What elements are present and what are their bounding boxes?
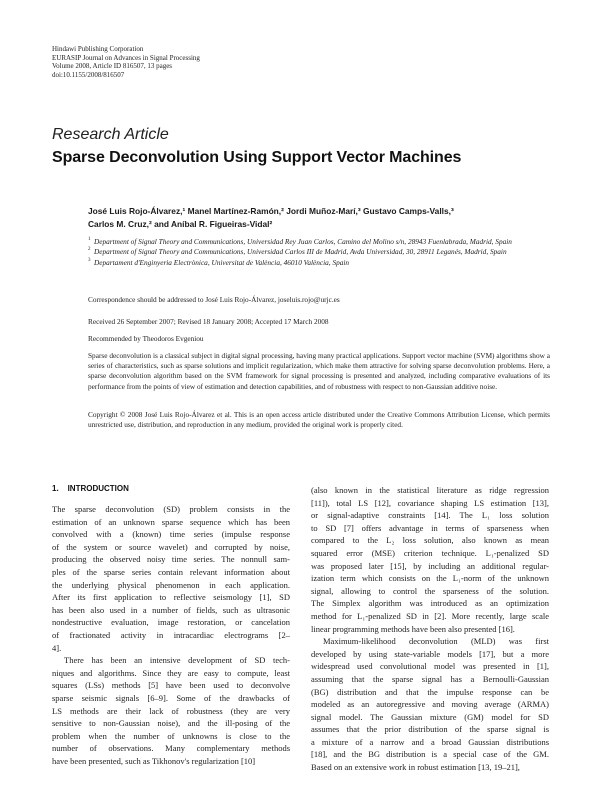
text-line: LS methods are their lack of robustness (they are very — [52, 705, 290, 716]
correspondence: Correspondence should be addressed to José Luis Rojo-Álvarez, joseluis.rojo@urjc.es — [88, 295, 340, 304]
author-line: Carlos M. Cruz,² and Aníbal R. Figueiras-Vidal² — [88, 218, 273, 229]
affiliation — [88, 237, 558, 247]
journal-name: EURASIP Journal on Advances in Signal Processing — [52, 53, 200, 62]
text-line: sparse seismic signals [6–9]. Some of the drawbacks of — [52, 692, 290, 703]
text-line: squares (LSs) methods [5] have been used to deconvolve — [52, 680, 290, 691]
text-line: was proposed later [15], by including an additional regular- — [311, 560, 549, 571]
volume-info: Volume 2008, Article ID 816507, 13 pages — [52, 62, 173, 71]
submission-dates: Received 26 September 2007; Revised 18 January 2008; Accepted 17 March 2008 — [88, 317, 329, 326]
article-type: Research Article — [52, 126, 169, 143]
text-line: signal, allowing to control the sparseness of the solution. — [311, 585, 549, 596]
affiliation-text: Department of Signal Theory and Communications, Universidad Rey Juan Carlos, Camino del Molino s/n, 28943 Fuenlabrada, Madrid, Spain — [94, 237, 512, 246]
text-line: modeled as an autoregressive and moving average (ARMA) — [311, 699, 549, 710]
copyright-notice: Copyright © 2008 José Luis Rojo-Álvarez et al. This is an open access article distributed under the Creative Commons Attribution License, which permits unrestricted use, distribution, and reproduction in any medium, provided the original work is properly cited. — [88, 410, 550, 430]
text-line: niques and algorithms. Since they are easy to compute, least — [52, 667, 290, 678]
text-line: sensitive to non-Gaussian noise), and the ill-posing of the — [52, 718, 290, 729]
doi[interactable]: doi:10.1155/2008/816507 — [52, 70, 125, 79]
text-line: to SD [7] offers advantage in terms of sparseness when — [311, 522, 549, 533]
body-column-right — [311, 484, 549, 774]
section-heading — [52, 484, 129, 493]
text-line: assuming that the sparse signal has a Bernoulli-Gaussian — [311, 673, 549, 684]
affiliation — [88, 247, 558, 257]
text-line: [18], and the BG distribution is a special case of the GM. — [311, 749, 549, 760]
affiliation-number: 2 — [88, 247, 91, 253]
text-line: [11]), total LS [12], covariance shaping LS estimation [13], — [311, 497, 549, 508]
text-line: have been presented, such as Tikhonov's regularization [10] — [52, 755, 256, 766]
text-line: compared to the L₂ loss solution, also known as mean — [311, 535, 549, 546]
text-line: linear programming methods have been also presented [16]. — [311, 623, 515, 634]
text-line: has been also used in a number of fields, such as ultrasonic — [52, 604, 290, 615]
text-line: (also known in the statistical literature as ridge regression — [311, 485, 549, 495]
text-line: assumes that the prior distribution of the sparse signal is — [311, 724, 549, 735]
text-line: Maximum-likelihood deconvolution (MLD) was first — [323, 636, 549, 647]
text-line: the underlying physical phenomenon in each application. — [52, 579, 290, 590]
text-line: squared error (MSE) criterion technique. L₁-penalized SD — [311, 547, 549, 558]
text-line: The sparse deconvolution (SD) problem consists in the — [52, 504, 290, 514]
abstract: Sparse deconvolution is a classical subject in digital signal processing, having many practical applications. Support vector machine (SVM) algorithms show a series of characteristics, such as sparse solutions and implicit regularization, which make them attractive for solving sparse deconvolution problems. Here, a sparse deconvolution algorithm based on the SVM framework for signal processing is presented and analyzed, including comparative evaluations of its performance from the points of view of estimation and detection capabilities, and of robustness with respect to non-Gaussian additive noise. — [88, 351, 550, 391]
text-line: producing the observed noisy time series. The nonnull sam- — [52, 554, 290, 565]
text-line: estimation of an unknown sparse sequence which has been — [52, 516, 290, 527]
text-line: widespread used convolutional model was presented in [1], — [311, 661, 549, 672]
affiliation-number: 1 — [88, 237, 91, 242]
text-line: a mixture of a narrow and a broad Gaussian distributions — [311, 736, 549, 747]
affiliation-text: Departament d'Enginyeria Electrònica, Universitat de València, 46010 València, Spain — [94, 257, 350, 267]
text-line: convolved with a (known) time series (impulse response — [52, 529, 290, 540]
text-line: (BG) distribution and that the impulse response can be — [311, 686, 549, 697]
affiliations — [88, 237, 558, 268]
affiliation-number: 3 — [88, 257, 91, 263]
section-title: INTRODUCTION — [67, 484, 129, 493]
text-line: problem when the number of unknowns is close to the — [52, 730, 290, 741]
text-line: Based on an extensive work in robust estimation [13, 19–21], — [311, 762, 520, 773]
text-line: ization term which consists on the L₁-norm of the unknown — [311, 573, 549, 584]
text-line: method for L₁-penalized SD in [2]. More recently, large scale — [311, 610, 549, 621]
text-line: developed by using state-variable models [17], but a more — [311, 648, 549, 659]
text-line: nondestructive evaluation, image restoration, or cancelation — [52, 617, 290, 628]
text-line: There has been an intensive development of SD tech- — [64, 655, 290, 666]
recommended-by: Recommended by Theodoros Evgeniou — [88, 334, 204, 343]
body-column-left — [52, 503, 290, 767]
text-line: or signal-adaptive constraints [14]. The L₁ loss solution — [311, 510, 549, 521]
text-line: After its first application to reflective seismology [1], SD — [52, 592, 290, 603]
article-title: Sparse Deconvolution Using Support Vector Machines — [52, 149, 462, 166]
author-list — [88, 205, 558, 230]
publication-info — [52, 45, 200, 79]
text-line: of fractionated activity in intracardiac electrograms [2– — [52, 629, 290, 640]
text-line: number of observations. Many complementary methods — [52, 743, 290, 754]
text-line: 4]. — [52, 642, 62, 653]
text-line: signal model. The Gaussian mixture (GM) model for SD — [311, 711, 549, 722]
publisher: Hindawi Publishing Corporation — [52, 45, 144, 53]
section-number: 1. — [52, 484, 59, 493]
text-line: of the system or source wavelet) and corrupted by noise, — [52, 541, 290, 552]
text-line: The Simplex algorithm was introduced as an optimization — [311, 598, 549, 609]
affiliation-text: Department of Signal Theory and Communications, Universidad Carlos III de Madrid, Avda Universidad, 30, 28911 Leganés, Madrid, Spain — [94, 247, 507, 257]
text-line: ples of the sparse series contain relevant information about — [52, 566, 290, 577]
affiliation — [88, 258, 558, 268]
author-line: José Luis Rojo-Álvarez,¹ Manel Martínez-Ramón,² Jordi Muñoz-Marí,³ Gustavo Camps-Valls,³ — [88, 206, 454, 216]
